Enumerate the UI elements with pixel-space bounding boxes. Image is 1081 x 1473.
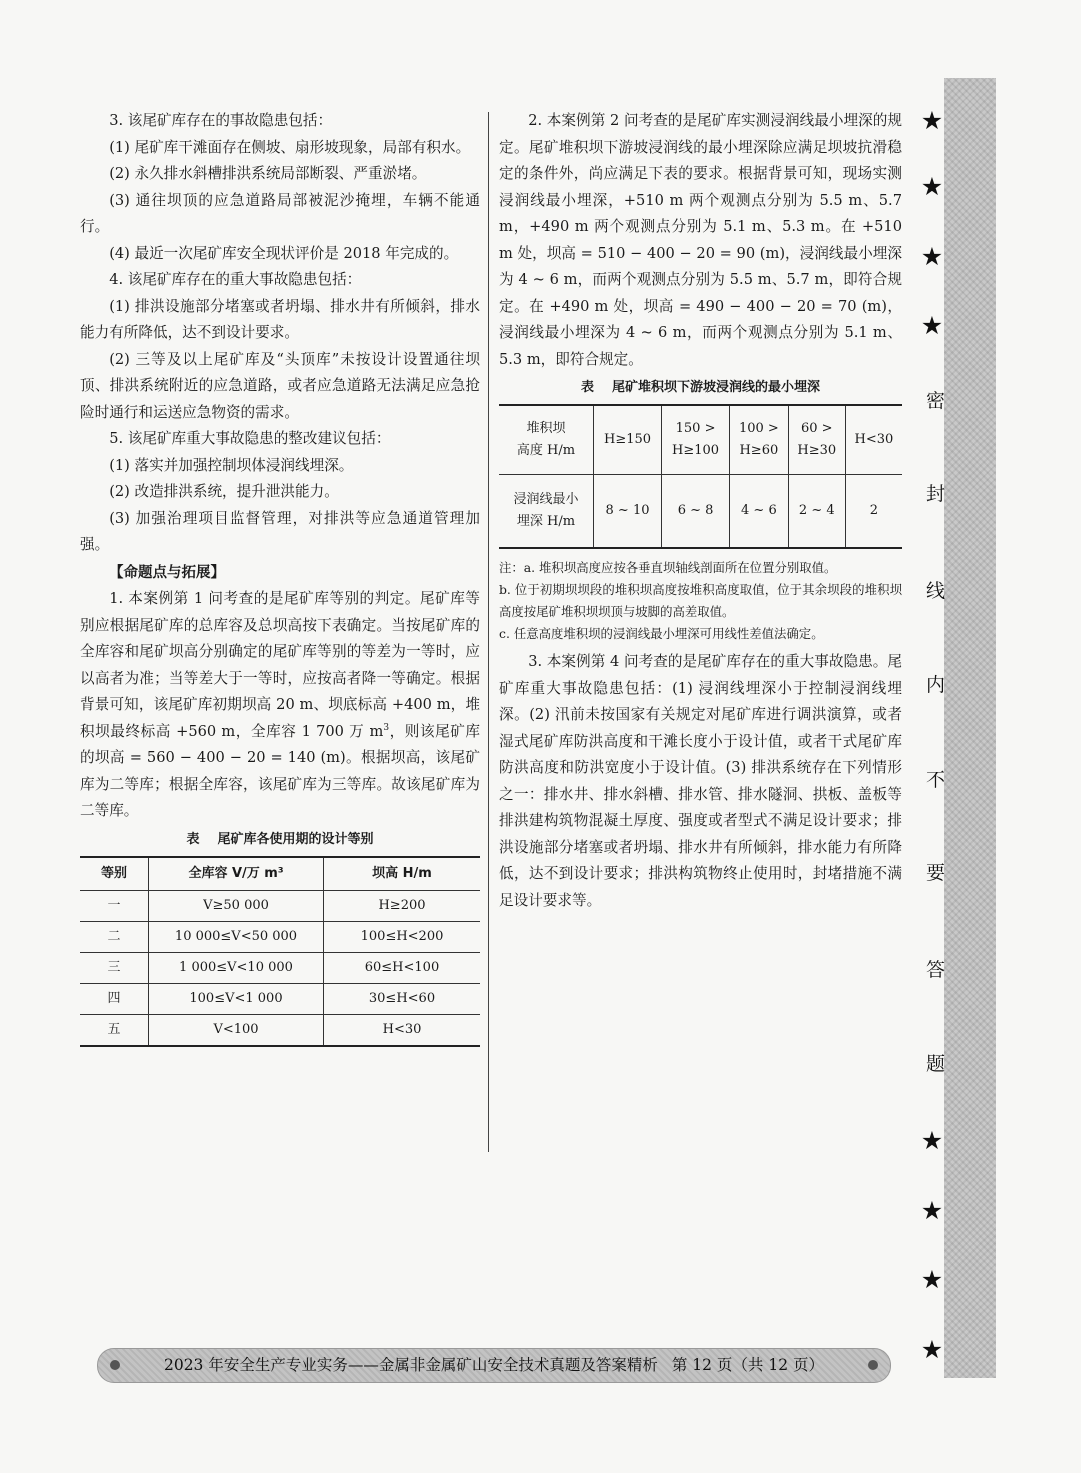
cell-line: H≥30	[797, 443, 837, 458]
section-title: 【命题点与拓展】	[109, 564, 225, 581]
cell-line: 100 >	[738, 421, 779, 436]
paragraph: 3. 本案例第 4 问考查的是尾矿库存在的重大事故隐患。尾矿库重大事故隐患包括：(1) 浸润线埋深小于控制浸润线埋深。(2) 汛前未按国家有关规定对尾矿库进行调洪演算，或者湿式尾矿库防洪高度和干滩长度小于设计值，或者干式尾矿库防洪高度和防洪宽度小于设计值。(3) 排洪系统存在下列情形之一：排水井、排水斜槽、排水管、排水隧洞、拱板、盖板等排洪建构筑物混凝土厚度、强度或者型式不满足设计要求；排洪设施部分堵塞或者坍塌、排水井有所倾斜，排水能力有所降低，达不到设计要求；排洪构筑物终止使用时，封堵措施不满足设计要求等。	[499, 653, 902, 909]
side-band	[944, 78, 996, 1378]
paragraph-text: ，则该尾矿库的坝高 = 560 − 400 − 20 = 140 (m)。根据坝高，该尾矿库为二等库；根据全库容，该尾矿库为三等库。故该尾矿库为二等库。	[80, 722, 480, 819]
right-column	[499, 108, 902, 914]
table-cell	[730, 405, 789, 475]
table-cell	[594, 405, 662, 475]
table-title: 尾矿库各使用期的设计等别	[217, 831, 374, 847]
table-cell: 100≤H<200	[324, 921, 481, 952]
footer-text	[98, 1353, 890, 1375]
table-cell: V≥50 000	[149, 890, 324, 921]
table-cell	[845, 405, 902, 475]
star-icon: ★	[920, 1126, 944, 1155]
cell-line: 150 >	[675, 421, 716, 436]
page-footer	[97, 1348, 891, 1383]
paragraph: (4) 最近一次尾矿库安全现状评价是 2018 年完成的。	[109, 244, 459, 262]
table-cell: H<30	[324, 1014, 481, 1046]
table-note: 注：a. 堆积坝高度应按各垂直坝轴线剖面所在位置分别取值。	[499, 560, 837, 575]
table-cell: 五	[80, 1014, 149, 1046]
table-row	[80, 890, 480, 921]
table-cell: 4 ~ 6	[730, 475, 789, 549]
header-cell: 坝高 H/m	[324, 857, 481, 891]
paragraph: 5. 该尾矿库重大事故隐患的整改建议包括：	[109, 430, 391, 447]
seal-char: 内	[926, 674, 946, 696]
seal-char: 不	[926, 769, 946, 791]
star-icon: ★	[920, 242, 944, 271]
table-cell: 100≤V<1 000	[149, 983, 324, 1014]
table-row	[499, 475, 902, 549]
header-cell: 全库容 V/万 m³	[149, 857, 324, 891]
header-cell: 等别	[80, 857, 149, 891]
star-icon: ★	[920, 311, 944, 340]
table-row	[80, 1014, 480, 1046]
paragraph	[80, 586, 480, 825]
left-column	[80, 108, 480, 1047]
paragraph: (2) 永久排水斜槽排洪系统局部断裂、严重淤堵。	[109, 165, 427, 182]
row-header-cell	[499, 475, 594, 549]
grade-table	[80, 856, 480, 1047]
cell-line: H<30	[854, 432, 894, 447]
cell-line: 埋深 H/m	[516, 514, 576, 529]
star-icon: ★	[920, 1335, 944, 1364]
table-caption	[80, 830, 480, 850]
table-row	[499, 405, 902, 475]
table-cell: 6 ~ 8	[662, 475, 730, 549]
cell-line: 高度 H/m	[516, 443, 576, 458]
paragraph: 3. 该尾矿库存在的事故隐患包括：	[109, 112, 333, 129]
paragraph: (2) 改造排洪系统，提升泄洪能力。	[109, 483, 339, 500]
star-icon: ★	[920, 1196, 944, 1225]
table-cell: 三	[80, 952, 149, 983]
table-row	[80, 983, 480, 1014]
table-cell: 60≤H<100	[324, 952, 481, 983]
paragraph: 4. 该尾矿库存在的重大事故隐患包括：	[109, 271, 362, 288]
page-number: 第 12 页（共 12 页）	[671, 1356, 825, 1374]
seal-char: 题	[926, 1053, 946, 1075]
seal-char: 封	[926, 483, 946, 505]
cell-line: H≥60	[739, 443, 779, 458]
table-cell: V<100	[149, 1014, 324, 1046]
paragraph: 2. 本案例第 2 问考查的是尾矿库实测浸润线最小埋深的规定。尾矿堆积坝下游坡浸润线的最小埋深除应满足坝坡抗滑稳定的条件外，尚应满足下表的要求。根据背景可知，现场实测浸润线最小埋深，+510 m 两个观测点分别为 5.5 m、5.7 m，+490 m 两个观测点分别为 5.1 m、5.3 m。在 +510 m 处，坝高 = 510 − 400 − 20 = 90 (m)，浸润线最小埋深为 4 ~ 6 m，而两个观测点分别为 5.5 m、5.7 m，即符合规定。在 +490 m 处，坝高 = 490 − 400 − 20 = 70 (m)，浸润线最小埋深为 4 ~ 6 m，而两个观测点分别为 5.1 m、5.3 m，即符合规定。	[499, 112, 902, 368]
table-caption	[499, 378, 902, 398]
paragraph: (3) 通往坝顶的应急道路局部被泥沙掩埋，车辆不能通行。	[80, 191, 480, 235]
cell-line: H≥150	[603, 432, 652, 447]
table-note: c. 任意高度堆积坝的浸润线最小埋深可用线性差值法确定。	[499, 626, 824, 641]
paragraph: (3) 加强治理项目监督管理，对排洪等应急通道管理加强。	[80, 509, 480, 553]
table-row	[80, 952, 480, 983]
table-cell	[662, 405, 730, 475]
table-cell: 二	[80, 921, 149, 952]
depth-table	[499, 404, 902, 549]
paragraph: (1) 尾矿库干滩面存在侧坡、扇形坡现象，局部有积水。	[109, 138, 471, 156]
star-icon: ★	[920, 1265, 944, 1294]
cell-line: H≥100	[672, 443, 720, 458]
table-cell: 2	[845, 475, 902, 549]
cell-line: 60 >	[800, 421, 833, 436]
table-row	[80, 921, 480, 952]
table-cell: 2 ~ 4	[788, 475, 845, 549]
superscript: 3	[383, 722, 390, 733]
star-icon: ★	[920, 106, 944, 135]
paragraph-text: 1. 本案例第 1 问考查的是尾矿库等别的判定。尾矿库等别应根据尾矿库的总库容及总坝高按下表确定。当按尾矿库的全库容和尾矿坝高分别确定的尾矿库等别的等差为一等时，应以高者为准；当等差大于一等时，应按高者降一等确定。根据背景可知，该尾矿库初期坝高 20 m、坝底标高 +400 m，堆积坝最终标高 +560 m，全库容 1 700 万 m	[80, 590, 480, 740]
cell-line: 浸润线最小	[513, 492, 579, 507]
cell-line: 堆积坝	[526, 421, 566, 436]
table-header-row	[80, 857, 480, 891]
table-note: b. 位于初期坝坝段的堆积坝高度按堆积高度取值，位于其余坝段的堆积坝高度按尾矿堆积坝坝顶与坡脚的高差取值。	[499, 582, 902, 619]
seal-char: 线	[926, 580, 946, 602]
table-notes	[499, 557, 902, 645]
seal-char: 密	[926, 390, 946, 412]
table-cell: 10 000≤V<50 000	[149, 921, 324, 952]
table-cell: 1 000≤V<10 000	[149, 952, 324, 983]
table-cell	[788, 405, 845, 475]
row-header-cell	[499, 405, 594, 475]
book-title: 2023 年安全生产专业实务——金属非金属矿山安全技术真题及答案精析	[163, 1356, 658, 1374]
paragraph: (2) 三等及以上尾矿库及“头顶库”未按设计设置通往坝顶、排洪系统附近的应急道路，或者应急道路无法满足应急抢险时通行和运送应急物资的需求。	[80, 350, 480, 421]
table-label: 表	[580, 380, 594, 395]
paragraph: (1) 落实并加强控制坝体浸润线埋深。	[109, 456, 354, 474]
footer-dot	[868, 1360, 878, 1370]
table-cell: 一	[80, 890, 149, 921]
table-cell: 8 ~ 10	[594, 475, 662, 549]
table-title: 尾矿堆积坝下游坡浸润线的最小埋深	[612, 380, 821, 395]
table-cell: 四	[80, 983, 149, 1014]
seal-char: 要	[926, 862, 946, 884]
table-cell: 30≤H<60	[324, 983, 481, 1014]
column-divider	[488, 112, 489, 1152]
seal-char: 答	[926, 959, 946, 981]
table-label: 表	[186, 831, 200, 847]
paragraph: (1) 排洪设施部分堵塞或者坍塌、排水井有所倾斜，排水能力有所降低，达不到设计要求。	[80, 297, 480, 341]
star-icon: ★	[920, 172, 944, 201]
table-cell: H≥200	[324, 890, 481, 921]
